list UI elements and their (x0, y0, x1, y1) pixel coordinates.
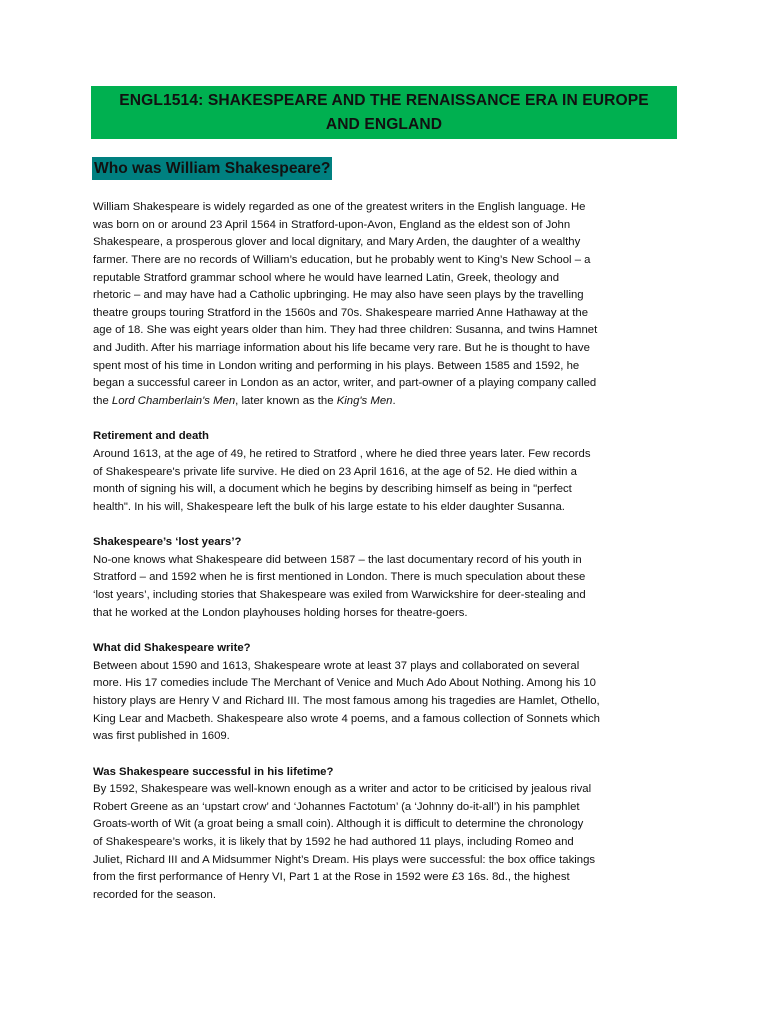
section-subtitle: Who was William Shakespeare? (92, 157, 332, 180)
title-banner (91, 86, 677, 139)
intro-line: rhetoric – and may have had a Catholic upbringing. He may also have seen plays by the travelling (93, 289, 584, 302)
writings-line: King Lear and Macbeth. Shakespeare also wrote 4 poems, and a famous collection of Sonnets which (93, 712, 600, 725)
retirement-line: Around 1613, at the age of 49, he retired to Stratford , where he died three years later. Few records (93, 447, 591, 460)
lost-years-heading: Shakespeare’s ‘lost years’? (93, 536, 242, 549)
intro-line: theatre groups touring Stratford in the 1560s and 70s. Shakespeare married Anne Hathaway at the (93, 306, 589, 319)
intro-line: spent most of his time in London writing and performing in his plays. Between 1585 and 1592, he (93, 359, 580, 372)
document-body (93, 199, 683, 905)
intro-text: , later known as the (235, 395, 337, 408)
success-line: recorded for the season. (93, 888, 216, 901)
writings-line: Between about 1590 and 1613, Shakespeare wrote at least 37 plays and collaborated on several (93, 659, 580, 672)
success-line: from the first performance of Henry VI, Part 1 at the Rose in 1592 were £3 16s. 8d., the highest (93, 871, 570, 884)
intro-text: . (392, 395, 396, 408)
retirement-heading: Retirement and death (93, 430, 209, 443)
lost-years-line: Stratford – and 1592 when he is first mentioned in London. There is much speculation about these (93, 571, 586, 584)
paragraph-gap (93, 517, 683, 535)
lost-years-line: No-one knows what Shakespeare did between 1587 – the last documentary record of his youth in (93, 553, 582, 566)
success-line: By 1592, Shakespeare was well-known enough as a writer and actor to be criticised by jealous rival (93, 783, 592, 796)
success-line: Juliet, Richard III and A Midsummer Night’s Dream. His plays were successful: the box office takings (93, 853, 596, 866)
page-title-line-1: ENGL1514: SHAKESPEARE AND THE RENAISSANCE ERA IN EUROPE (119, 91, 649, 109)
writings-line: more. His 17 comedies include The Merchant of Venice and Much Ado About Nothing. Among his 10 (93, 677, 596, 690)
intro-line: reputable Stratford grammar school where he would have learned Latin, Greek, theology and (93, 271, 559, 284)
retirement-line: month of signing his will, a document which he begins by describing himself as being in "perfect (93, 483, 572, 496)
success-line: Groats-worth of Wit (a groat being a small coin). Although it is difficult to determine the chronology (93, 818, 584, 831)
company-name-italic: Lord Chamberlain's Men (111, 395, 236, 408)
intro-line-last (93, 393, 683, 411)
writings-section (93, 640, 683, 746)
intro-paragraph (93, 199, 683, 411)
success-heading: Was Shakespeare successful in his lifetime? (93, 765, 334, 778)
page-title-line-2: AND ENGLAND (325, 115, 443, 133)
intro-line: age of 18. She was eight years older than him. They had three children: Susanna, and twins Hamnet (93, 324, 598, 337)
retirement-section (93, 428, 683, 516)
intro-line: farmer. There are no records of William’s education, but he probably went to King’s New School – a (93, 253, 591, 266)
writings-line: history plays are Henry V and Richard III. The most famous among his tragedies are Hamlet, Othello, (93, 694, 600, 707)
intro-line: began a successful career in London as an actor, writer, and part-owner of a playing company called (93, 377, 597, 390)
lost-years-line: ‘lost years’, including stories that Shakespeare was exiled from Warwickshire for deer-stealing and (93, 589, 586, 602)
lost-years-line: that he worked at the London playhouses holding horses for theatre-goers. (93, 606, 468, 619)
intro-line: was born on or around 23 April 1564 in Stratford-upon-Avon, England as the eldest son of John (93, 218, 571, 231)
intro-line: Shakespeare, a prosperous glover and local dignitary, and Mary Arden, the daughter of a wealthy (93, 236, 581, 249)
success-line: of Shakespeare’s works, it is likely that by 1592 he had authored 11 plays, including Romeo and (93, 836, 574, 849)
retirement-line: of Shakespeare's private life survive. He died on 23 April 1616, at the age of 52. He died within a (93, 465, 577, 478)
retirement-line: health". In his will, Shakespeare left the bulk of his large estate to his elder daughter Susanna. (93, 500, 565, 513)
writings-heading: What did Shakespeare write? (93, 642, 251, 655)
success-line: Robert Greene as an ‘upstart crow’ and ‘Johannes Factotum’ (a ‘Johnny do-it-all’) in his pamphlet (93, 800, 580, 813)
intro-line: and Judith. After his marriage information about his life became very rare. But he is thought to have (93, 342, 590, 355)
paragraph-gap (93, 622, 683, 640)
intro-text: the (93, 395, 112, 408)
intro-line: William Shakespeare is widely regarded as one of the greatest writers in the English language. He (93, 201, 586, 213)
paragraph-gap (93, 411, 683, 429)
lost-years-section (93, 534, 683, 622)
paragraph-gap (93, 746, 683, 764)
company-later-name-italic: King's Men (336, 395, 393, 408)
writings-line: was first published in 1609. (93, 730, 230, 743)
success-section (93, 764, 683, 905)
